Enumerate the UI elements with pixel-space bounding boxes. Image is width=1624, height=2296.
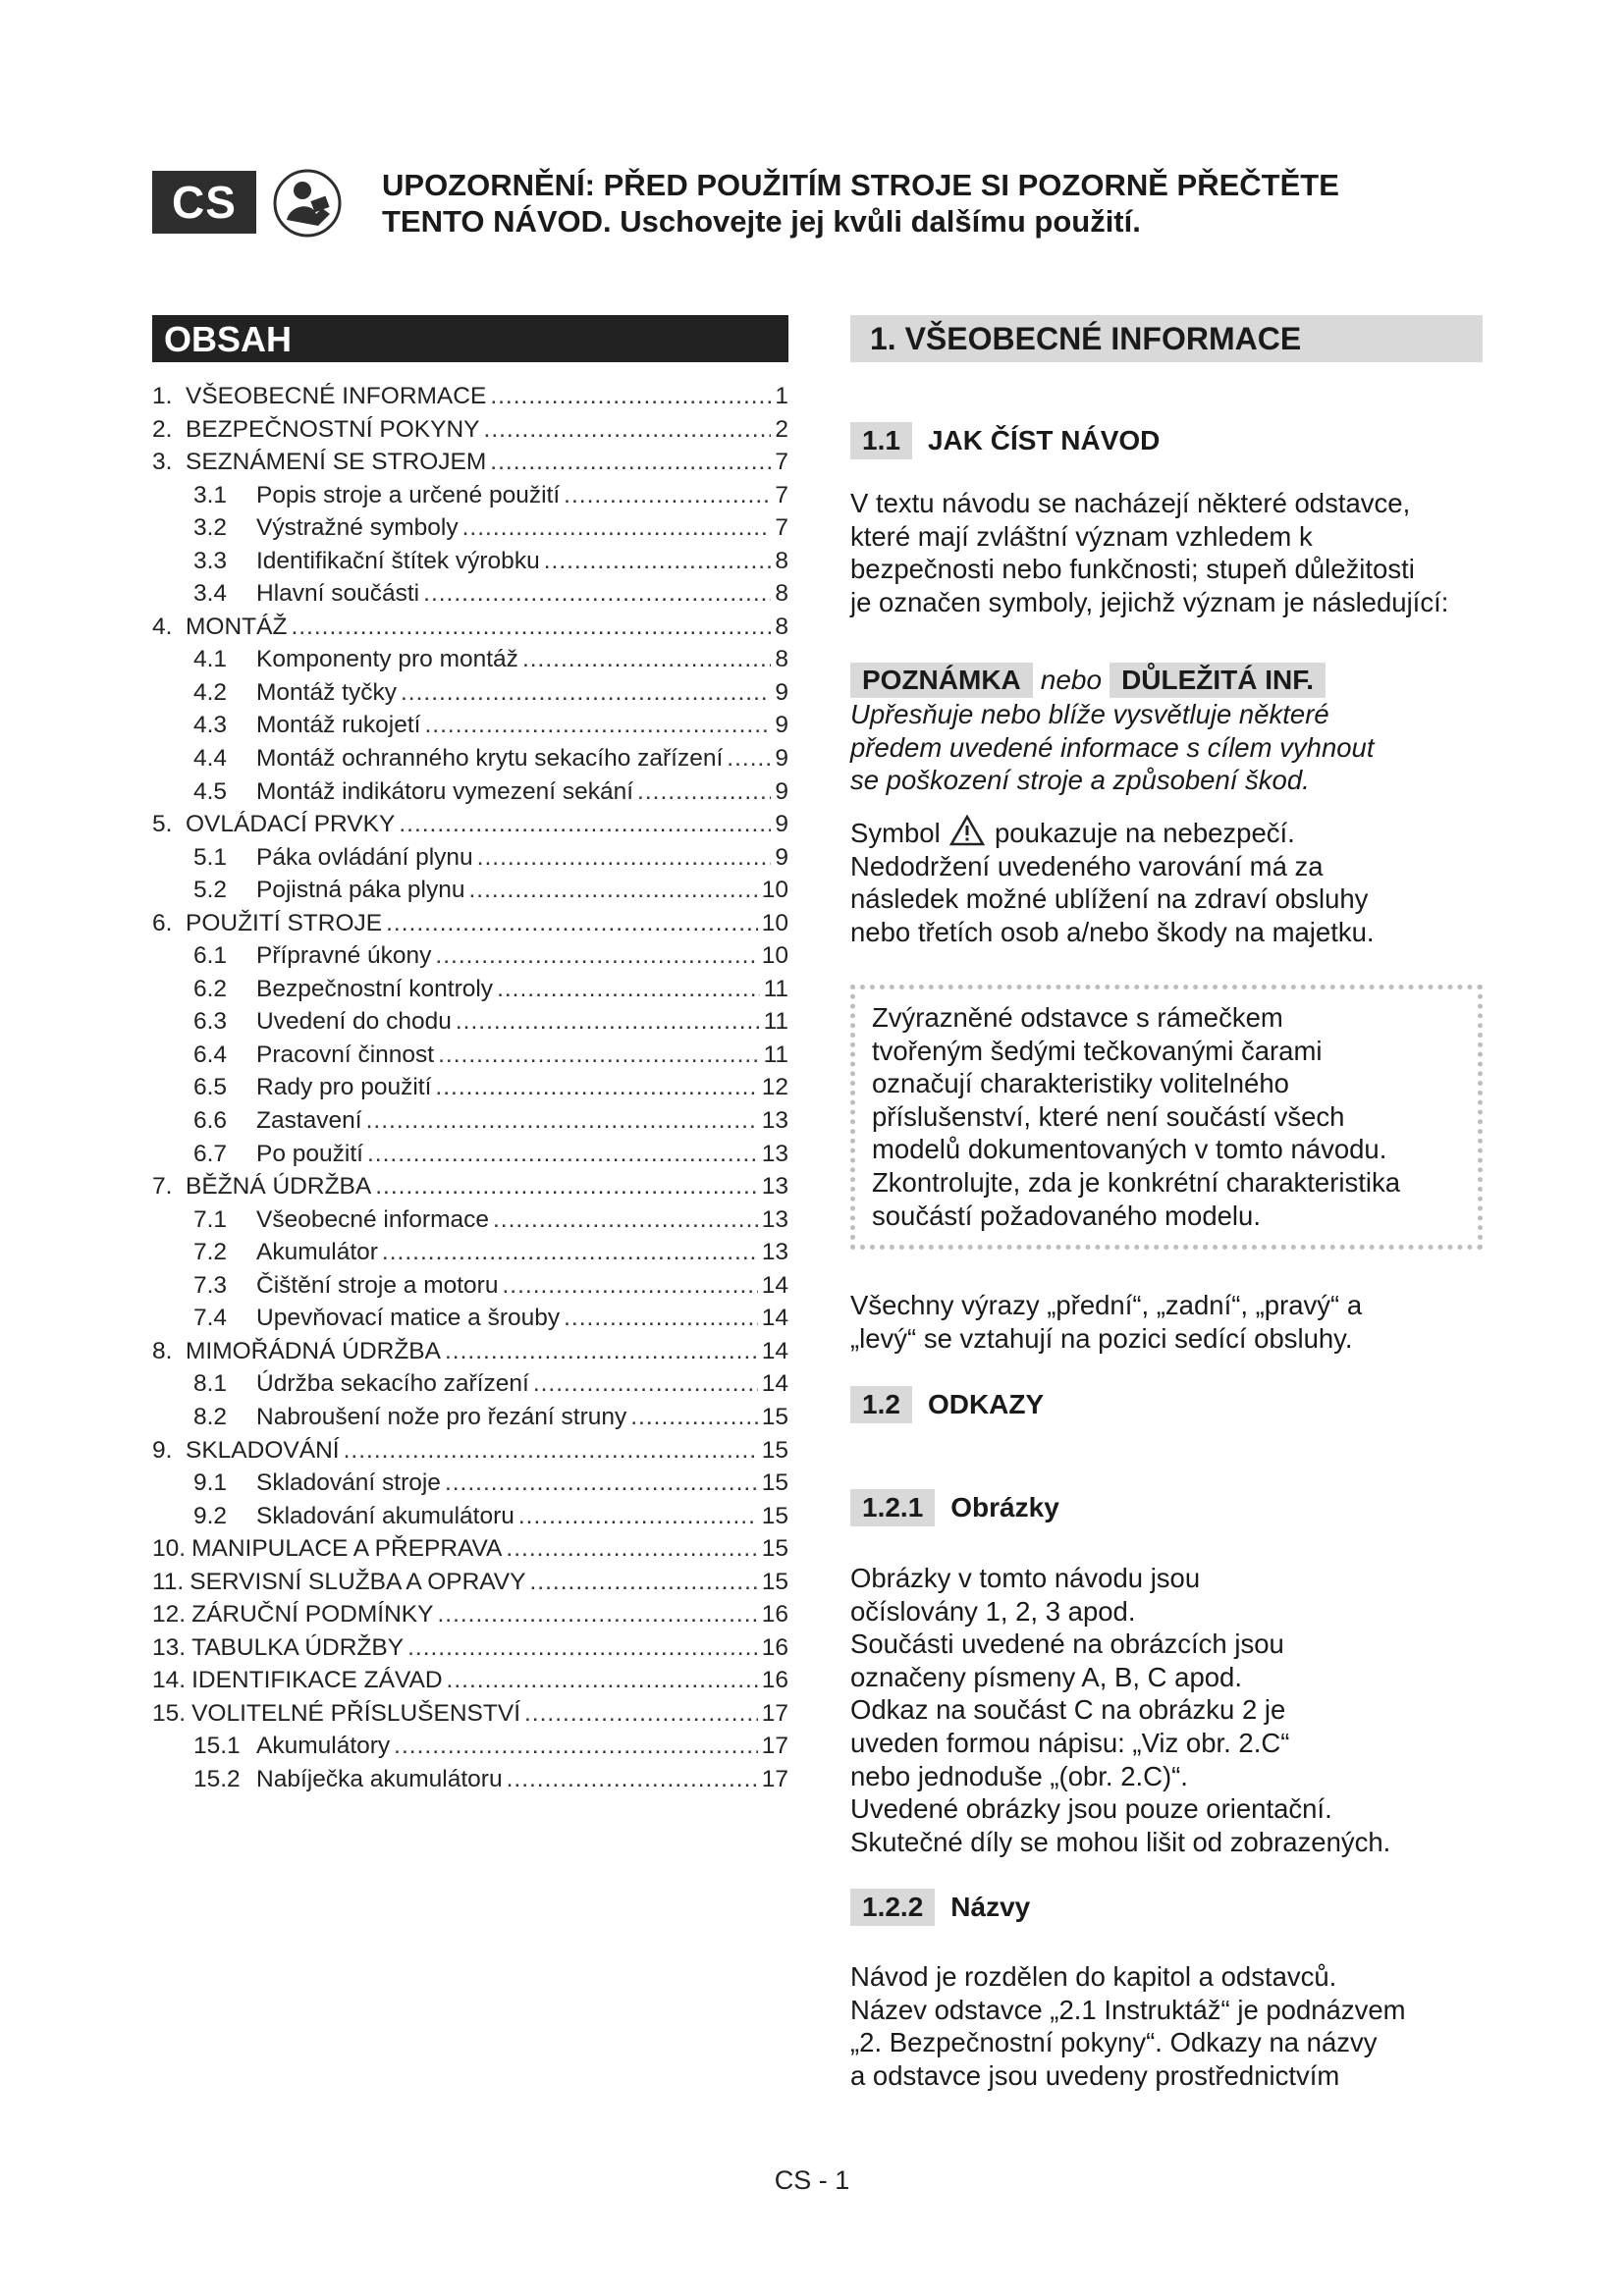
toc-leader-dots: [423, 577, 771, 611]
toc-entry: [152, 1269, 788, 1303]
toc-leader-dots: [564, 1302, 758, 1335]
toc-leader-dots: [366, 1104, 758, 1138]
toc-entry: [152, 380, 788, 413]
toc-entry-title: Výstražné symboly: [256, 514, 459, 542]
toc-entry-page: 8: [775, 646, 788, 673]
toc-entry: [152, 1467, 788, 1500]
toc-entry-title: POUŽITÍ STROJE: [186, 909, 383, 936]
language-badge: CS: [152, 171, 256, 234]
or-text: nebo: [1040, 665, 1103, 695]
toc-entry-number: 7.3: [193, 1271, 228, 1299]
toc-leader-dots: [445, 1335, 758, 1368]
toc-entry-page: 7: [775, 449, 788, 476]
toc-entry-number: 4.3: [193, 712, 228, 739]
toc-entry-title: Montáž tyčky: [256, 678, 397, 706]
toc-leader-dots: [399, 808, 771, 841]
text-line: „levý“ se vztahují na pozici sedící obsluhy.: [850, 1322, 1353, 1354]
toc-leader-dots: [367, 1138, 758, 1171]
toc-entry-page: 13: [761, 1205, 788, 1233]
toc-entry-title: Popis stroje a určené použití: [256, 481, 561, 508]
toc-entry: [152, 479, 788, 512]
toc-entry: [152, 1598, 788, 1631]
intro-paragraph: [850, 487, 1489, 618]
toc-entry-page: 15: [761, 1502, 788, 1529]
toc-entry: [152, 1005, 788, 1039]
toc-entry: [152, 1500, 788, 1533]
toc-entry-title: Údržba sekacího zařízení: [256, 1370, 529, 1398]
toc-entry-number: 8.2: [193, 1403, 228, 1430]
toc-entry-number: 3.4: [193, 580, 228, 608]
toc-leader-dots: [468, 874, 757, 907]
toc-entry-number: 7.2: [193, 1239, 228, 1266]
toc-leader-dots: [727, 742, 771, 775]
direction-paragraph: [850, 1289, 1489, 1355]
toc-leader-dots: [477, 841, 772, 875]
toc-entry-number: 15.: [152, 1699, 187, 1727]
toc-entry-number: 4.: [152, 613, 173, 640]
toc-entry-number: 8.1: [193, 1370, 228, 1398]
toc-entry-number: 6.7: [193, 1140, 228, 1167]
toc-entry: [152, 1170, 788, 1203]
toc-leader-dots: [456, 1005, 760, 1039]
toc-leader-dots: [533, 1367, 758, 1401]
toc-entry: [152, 1236, 788, 1269]
toc-entry-page: 10: [761, 877, 788, 904]
symbol-text: Symbol: [850, 818, 941, 848]
toc-entry-number: 7.4: [193, 1305, 228, 1332]
toc-entry-page: 7: [775, 514, 788, 542]
toc-entry-number: 7.1: [193, 1205, 228, 1233]
toc-leader-dots: [544, 545, 772, 578]
toc-entry-page: 9: [775, 843, 788, 871]
page-number: CS - 1: [774, 2165, 850, 2195]
toc-entry-number: 14.: [152, 1667, 187, 1694]
toc-entry-title: Po použití: [256, 1140, 363, 1167]
toc-entry: [152, 775, 788, 809]
text-line: Zkontrolujte, zda je konkrétní charakteristika: [872, 1166, 1401, 1198]
toc-entry-title: Hlavní součásti: [256, 580, 420, 608]
toc-entry-number: 11.: [152, 1568, 185, 1595]
toc-entry-number: 6.: [152, 909, 173, 936]
text-line: „2. Bezpečnostní pokyny“. Odkazy na názvy: [850, 2027, 1378, 2058]
toc-entry: [152, 1203, 788, 1237]
toc-leader-dots: [564, 479, 771, 512]
toc-entry-title: SEZNÁMENÍ SE STROJEM: [186, 449, 487, 476]
table-of-contents: [152, 380, 788, 1796]
toc-entry-page: 10: [761, 942, 788, 970]
toc-entry-title: MIMOŘÁDNÁ ÚDRŽBA: [186, 1337, 441, 1364]
text-line: Obrázky v tomto návodu jsou: [850, 1563, 1201, 1593]
toc-leader-dots: [386, 907, 758, 940]
toc-entry-title: SERVISNÍ SLUŽBA A OPRAVY: [189, 1568, 526, 1595]
boxed-paragraph: [872, 1001, 1471, 1232]
symbol-line: [850, 815, 1489, 850]
text-line: Nedodržení uvedeného varování má za: [850, 850, 1324, 881]
toc-leader-dots: [522, 643, 771, 676]
toc-entry-page: 14: [761, 1370, 788, 1398]
text-line: Odkaz na součást C na obrázku 2 je: [850, 1694, 1286, 1726]
text-line: označeny písmeny A, B, C apod.: [850, 1661, 1242, 1692]
toc-entry-page: 9: [775, 745, 788, 773]
text-line: očíslovány 1, 2, 3 apod.: [850, 1595, 1136, 1627]
subsection-number: 1.1: [850, 422, 912, 459]
toc-entry-title: Čištění stroje a motoru: [256, 1271, 499, 1299]
toc-entry-page: 9: [775, 678, 788, 706]
subsection-number: 1.2.2: [850, 1889, 935, 1926]
toc-leader-dots: [490, 380, 771, 413]
toc-entry: [152, 413, 788, 447]
text-line: následek možné ublížení na zdraví obsluhy: [850, 883, 1369, 915]
toc-entry: [152, 939, 788, 973]
subsection-number: 1.2: [850, 1386, 912, 1423]
toc-entry: [152, 545, 788, 578]
toc-entry-title: MANIPULACE A PŘEPRAVA: [191, 1535, 503, 1563]
warning-line-1: UPOZORNĚNÍ: PŘED POUŽITÍM STROJE SI POZORNĚ PŘEČTĚTE: [382, 168, 1339, 202]
text-line: příslušenství, které není součástí všech: [872, 1100, 1345, 1132]
toc-entry-page: 14: [761, 1271, 788, 1299]
toc-entry-page: 17: [761, 1765, 788, 1792]
text-line: které mají zvláštní význam vzhledem k: [850, 520, 1313, 552]
subsection-1-2: [850, 1386, 1044, 1423]
toc-entry: [152, 874, 788, 907]
toc-entry-page: 12: [761, 1074, 788, 1101]
toc-entry-title: Pojistná páka plynu: [256, 877, 465, 904]
toc-entry-page: 13: [761, 1140, 788, 1167]
text-line: V textu návodu se nacházejí některé odstavce,: [850, 488, 1411, 518]
toc-entry-title: ZÁRUČNÍ PODMÍNKY: [191, 1601, 434, 1629]
toc-entry-page: 15: [761, 1403, 788, 1430]
toc-entry-number: 6.1: [193, 942, 228, 970]
warning-triangle-icon: [949, 815, 985, 846]
toc-entry-number: 4.2: [193, 678, 228, 706]
toc-leader-dots: [435, 1071, 757, 1104]
toc-entry-page: 17: [761, 1733, 788, 1760]
toc-entry-number: 3.: [152, 449, 173, 476]
subsection-1-1: [850, 422, 1160, 459]
toc-entry-title: Pracovní činnost: [256, 1041, 435, 1068]
toc-entry-number: 5.: [152, 811, 173, 838]
toc-entry: [152, 1401, 788, 1434]
toc-entry: [152, 511, 788, 545]
toc-entry-title: Přípravné úkony: [256, 942, 432, 970]
toc-entry: [152, 1664, 788, 1697]
toc-entry-title: BEZPEČNOSTNÍ POKYNY: [186, 415, 480, 443]
toc-entry-page: 8: [775, 580, 788, 608]
toc-entry: [152, 1631, 788, 1665]
toc-entry-page: 13: [761, 1239, 788, 1266]
text-line: Součásti uvedené na obrázcích jsou: [850, 1629, 1284, 1660]
toc-leader-dots: [438, 1039, 759, 1072]
toc-entry-title: OVLÁDACÍ PRVKY: [186, 811, 396, 838]
toc-entry: [152, 1434, 788, 1468]
toc-entry-page: 9: [775, 777, 788, 805]
toc-entry-page: 15: [761, 1535, 788, 1563]
toc-entry-title: BĚŽNÁ ÚDRŽBA: [186, 1173, 372, 1201]
toc-entry-number: 9.2: [193, 1502, 228, 1529]
toc-entry: [152, 1335, 788, 1368]
toc-entry-number: 2.: [152, 415, 173, 443]
toc-entry-page: 1: [775, 383, 788, 409]
toc-entry-title: SKLADOVÁNÍ: [186, 1436, 340, 1464]
toc-entry-number: 9.1: [193, 1469, 228, 1497]
warning-line-2: TENTO NÁVOD. Uschovejte jej kvůli dalšímu použití.: [382, 204, 1141, 239]
toc-leader-dots: [497, 973, 760, 1006]
names-paragraph: [850, 1960, 1489, 2092]
toc-leader-dots: [462, 511, 772, 545]
toc-leader-dots: [425, 709, 772, 742]
toc-entry-title: IDENTIFIKACE ZÁVAD: [191, 1667, 443, 1694]
toc-entry-page: 2: [775, 415, 788, 443]
toc-entry-number: 4.1: [193, 646, 228, 673]
toc-entry-title: Komponenty pro montáž: [256, 646, 518, 673]
text-line: je označen symboly, jejichž význam je následující:: [850, 586, 1449, 617]
toc-entry-title: Všeobecné informace: [256, 1205, 489, 1233]
toc-entry-title: Páka ovládání plynu: [256, 843, 473, 871]
toc-entry: [152, 808, 788, 841]
toc-entry-page: 16: [761, 1601, 788, 1629]
toc-entry: [152, 1138, 788, 1171]
toc-leader-dots: [502, 1269, 757, 1303]
text-line: Zvýrazněné odstavce s rámečkem: [872, 1002, 1283, 1033]
toc-entry-title: Skladování stroje: [256, 1469, 441, 1497]
toc-leader-dots: [401, 676, 771, 710]
toc-leader-dots: [447, 1664, 758, 1697]
toc-leader-dots: [518, 1500, 758, 1533]
subsection-number: 1.2.1: [850, 1489, 935, 1526]
toc-entry-page: 8: [775, 613, 788, 640]
toc-entry-number: 4.5: [193, 777, 228, 805]
toc-heading: OBSAH: [152, 315, 788, 362]
toc-entry-title: Bezpečnostní kontroly: [256, 975, 494, 1002]
danger-paragraph: [850, 815, 1489, 948]
toc-entry-number: 15.2: [193, 1765, 241, 1792]
toc-entry-page: 9: [775, 712, 788, 739]
important-label: DŮLEŽITÁ INF.: [1110, 663, 1326, 698]
toc-entry: [152, 1302, 788, 1335]
toc-leader-dots: [493, 1203, 758, 1237]
toc-leader-dots: [344, 1434, 758, 1468]
toc-entry-title: Akumulátor: [256, 1239, 378, 1266]
toc-leader-dots: [382, 1236, 758, 1269]
toc-entry-title: Rady pro použití: [256, 1074, 432, 1101]
toc-leader-dots: [524, 1697, 758, 1731]
subsection-title: ODKAZY: [927, 1389, 1045, 1419]
toc-entry-number: 15.1: [193, 1733, 241, 1760]
toc-entry-title: Zastavení: [256, 1107, 362, 1135]
text-line: Uvedené obrázky jsou pouze orientační.: [850, 1793, 1332, 1825]
toc-entry: [152, 1566, 788, 1599]
toc-entry-page: 15: [761, 1436, 788, 1464]
toc-entry: [152, 643, 788, 676]
toc-leader-dots: [507, 1763, 758, 1796]
toc-entry-page: 10: [761, 909, 788, 936]
toc-entry-page: 15: [761, 1568, 788, 1595]
toc-entry-number: 4.4: [193, 745, 228, 773]
toc-entry-number: 9.: [152, 1436, 173, 1464]
text-line: označují charakteristiky volitelného: [872, 1068, 1289, 1099]
text-line: Upřesňuje nebo blíže vysvětluje některé: [850, 699, 1329, 729]
toc-leader-dots: [506, 1532, 757, 1566]
toc-entry-title: Montáž indikátoru vymezení sekání: [256, 777, 634, 805]
toc-leader-dots: [630, 1401, 757, 1434]
subsection-title: Obrázky: [950, 1492, 1059, 1522]
toc-entry: [152, 577, 788, 611]
toc-entry-title: VŠEOBECNÉ INFORMACE: [186, 383, 487, 409]
toc-entry-number: 13.: [152, 1633, 187, 1661]
toc-entry-number: 1.: [152, 383, 173, 409]
toc-entry-page: 11: [763, 1041, 788, 1068]
toc-leader-dots: [529, 1566, 757, 1599]
toc-entry-number: 3.3: [193, 547, 228, 574]
toc-entry-page: 16: [761, 1667, 788, 1694]
toc-leader-dots: [484, 413, 772, 447]
toc-entry-title: Nabíječka akumulátoru: [256, 1765, 503, 1792]
toc-entry-title: Akumulátory: [256, 1733, 391, 1760]
toc-entry-title: Nabroušení nože pro řezání struny: [256, 1403, 627, 1430]
toc-entry: [152, 1697, 788, 1731]
toc-leader-dots: [407, 1631, 758, 1665]
warning-text: [382, 167, 1344, 240]
toc-entry: [152, 841, 788, 875]
text-line: a odstavce jsou uvedeny prostřednictvím: [850, 2059, 1340, 2091]
toc-entry: [152, 709, 788, 742]
toc-entry-number: 7.: [152, 1173, 173, 1201]
toc-leader-dots: [394, 1730, 758, 1763]
text-line: součástí požadovaného modelu.: [872, 1200, 1261, 1231]
toc-entry: [152, 1071, 788, 1104]
toc-entry-number: 10.: [152, 1535, 187, 1563]
toc-leader-dots: [490, 446, 771, 479]
note-labels: [850, 663, 1326, 698]
toc-entry-number: 6.3: [193, 1008, 228, 1036]
toc-entry-number: 5.2: [193, 877, 228, 904]
toc-entry: [152, 1367, 788, 1401]
text-line: se poškození stroje a způsobení škod.: [850, 765, 1310, 796]
subsection-title: Názvy: [950, 1892, 1031, 1922]
toc-entry-number: 6.6: [193, 1107, 228, 1135]
toc-entry-number: 8.: [152, 1337, 173, 1364]
subsection-title: JAK ČÍST NÁVOD: [927, 425, 1161, 455]
toc-entry-page: 14: [761, 1305, 788, 1332]
note-paragraph: [850, 698, 1489, 797]
toc-entry-title: Skladování akumulátoru: [256, 1502, 514, 1529]
text-line: Skutečné díly se mohou lišit od zobrazených.: [850, 1826, 1391, 1857]
toc-entry: [152, 1532, 788, 1566]
text-line: nebo třetích osob a/nebo škody na majetku.: [850, 916, 1375, 947]
toc-entry: [152, 907, 788, 940]
symbol-meaning: poukazuje na nebezpečí.: [994, 818, 1295, 848]
toc-entry-number: 3.1: [193, 481, 228, 508]
toc-entry-title: Montáž ochranného krytu sekacího zařízení: [256, 745, 724, 773]
toc-leader-dots: [637, 775, 771, 809]
toc-leader-dots: [435, 939, 757, 973]
subsection-1-2-2: [850, 1889, 1030, 1926]
toc-entry-page: 15: [761, 1469, 788, 1497]
toc-entry-title: VOLITELNÉ PŘÍSLUŠENSTVÍ: [191, 1699, 520, 1727]
toc-entry-page: 14: [761, 1337, 788, 1364]
text-line: předem uvedené informace s cílem vyhnout: [850, 731, 1375, 763]
text-line: Návod je rozdělen do kapitol a odstavců.: [850, 1961, 1337, 1992]
toc-entry: [152, 973, 788, 1006]
text-line: tvořeným šedými tečkovanými čarami: [872, 1035, 1323, 1066]
text-line: Název odstavce „2.1 Instruktáž“ je podnázvem: [850, 1994, 1406, 2025]
toc-leader-dots: [375, 1170, 758, 1203]
text-line: bezpečnosti nebo funkčnosti; stupeň důležitosti: [850, 554, 1415, 585]
toc-entry-page: 13: [761, 1107, 788, 1135]
toc-entry-number: 12.: [152, 1601, 187, 1629]
toc-entry-page: 16: [761, 1633, 788, 1661]
figures-paragraph: [850, 1562, 1489, 1858]
toc-entry-page: 8: [775, 547, 788, 574]
toc-entry-page: 7: [775, 481, 788, 508]
text-line: nebo jednoduše „(obr. 2.C)“.: [850, 1760, 1188, 1791]
toc-entry-title: Montáž rukojetí: [256, 712, 421, 739]
toc-entry: [152, 446, 788, 479]
note-label: POZNÁMKA: [850, 663, 1033, 698]
toc-entry-title: Identifikační štítek výrobku: [256, 547, 540, 574]
read-manual-icon: [273, 169, 342, 238]
text-line: Všechny výrazy „přední“, „zadní“, „pravý“ a: [850, 1290, 1363, 1320]
text-line: uveden formou nápisu: „Viz obr. 2.C“: [850, 1727, 1290, 1758]
toc-entry-page: 11: [763, 975, 788, 1002]
toc-entry: [152, 1730, 788, 1763]
toc-leader-dots: [291, 611, 771, 644]
toc-entry-page: 13: [761, 1173, 788, 1201]
toc-entry: [152, 1039, 788, 1072]
toc-entry: [152, 611, 788, 644]
toc-entry: [152, 1104, 788, 1138]
subsection-1-2-1: [850, 1489, 1059, 1526]
toc-entry: [152, 1763, 788, 1796]
toc-entry-page: 9: [775, 811, 788, 838]
toc-entry-number: 6.5: [193, 1074, 228, 1101]
section-title: 1. VŠEOBECNÉ INFORMACE: [850, 315, 1483, 362]
toc-entry-title: TABULKA ÚDRŽBY: [191, 1633, 405, 1661]
toc-entry: [152, 676, 788, 710]
toc-entry-number: 6.4: [193, 1041, 228, 1068]
toc-leader-dots: [445, 1467, 758, 1500]
toc-entry-number: 6.2: [193, 975, 228, 1002]
toc-entry-title: Upevňovací matice a šrouby: [256, 1305, 561, 1332]
toc-entry-title: MONTÁŽ: [186, 613, 288, 640]
toc-entry: [152, 742, 788, 775]
toc-entry-page: 11: [763, 1008, 788, 1036]
toc-entry-number: 3.2: [193, 514, 228, 542]
toc-entry-title: Uvedení do chodu: [256, 1008, 452, 1036]
toc-leader-dots: [437, 1598, 757, 1631]
toc-entry-page: 17: [761, 1699, 788, 1727]
toc-entry-number: 5.1: [193, 843, 228, 871]
text-line: modelů dokumentovaných v tomto návodu.: [872, 1134, 1387, 1165]
